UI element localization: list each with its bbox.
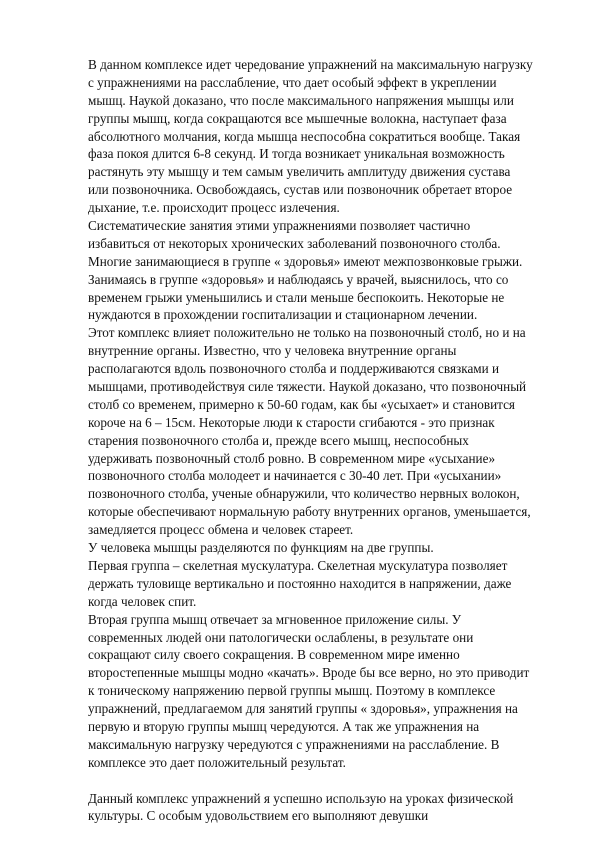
text-line: временем грыжи уменьшились и стали меньше беспокоить. Некоторые не [88,289,505,305]
text-line: У человека мышцы разделяются по функциям на две группы. [88,540,434,556]
text-line: группы мышц, когда сокращаются все мышечные волокна, наступает фаза [88,110,507,126]
text-line: второстепенные мышцы модно «качать». Вроде бы все верно, но это приводит [88,665,530,681]
text-line: комплексе это дает положительный результат. [88,754,346,770]
text-line: современных людей они патологически ослаблены, в результате они [88,629,474,645]
text-line: упражнений, предлагаемом для занятий группы « здоровья», упражнения на [88,701,518,717]
text-line: позвоночного столба молодеет и начинается с 30-40 лет. При «усыхании» [88,468,502,484]
text-line: короче на 6 – 15см. Некоторые люди к старости сгибаются - это признак [88,414,495,430]
text-line: замедляется процесс обмена и человек стареет. [88,522,354,538]
text-line: столб со временем, примерно к 50-60 годам, как бы «усыхает» и становится [88,396,516,412]
text-line: располагаются вдоль позвоночного столба и поддерживаются связками и [88,361,500,377]
text-line: держать туловище вертикально и постоянно находится в напряжении, даже [88,575,512,591]
text-line: внутренние органы. Известно, что у человека внутренние органы [88,343,457,359]
text-line: Вторая группа мышц отвечает за мгновенное приложение силы. У [88,611,462,627]
text-line: старения позвоночного столба и, прежде всего мышц, неспособных [88,432,469,448]
text-line: нуждаются в прохождении госпитализации и стационарном лечении. [88,307,478,323]
text-line: удерживать позвоночный столб ровно. В современном мире «усыхание» [88,450,496,466]
text-line: растянуть эту мышцу и тем самым увеличить амплитуду движения сустава [88,164,511,180]
document-body [88,56,558,825]
text-line: Систематические занятия этими упражнениями позволяет частично [88,218,471,234]
text-line: Многие занимающиеся в группе « здоровья» имеют межпозвонковые грыжи. [88,253,523,269]
text-line: которые обеспечивают нормальную работу внутренних органов, уменьшается, [88,504,531,520]
text-line: к тоническому напряжению первой группы мышц. Поэтому в комплексе [88,683,496,699]
text-line: культуры. С особым удовольствием его выполняют девушки [88,808,429,824]
text-line: или позвоночника. Освобождаясь, сустав или позвоночник обретает второе [88,182,513,198]
text-line: мышц. Наукой доказано, что после максимального напряжения мышцы или [88,92,514,108]
text-line: Первая группа – скелетная мускулатура. Скелетная мускулатура позволяет [88,557,508,573]
text-line: с упражнениями на расслабление, что дает особый эффект в укреплении [88,74,497,90]
text-line: сокращают силу своего сокращения. В современном мире именно [88,647,460,663]
text-line: Данный комплекс упражнений я успешно использую на уроках физической [88,790,514,806]
blank-line [88,772,558,790]
text-line: первую и вторую группы мышц чередуются. А так же упражнения на [88,718,480,734]
text-line: избавиться от некоторых хронических заболеваний позвоночного столба. [88,235,501,251]
text-line: позвоночного столба, ученые обнаружили, что количество нервных волокон, [88,486,520,502]
text-line: Занимаясь в группе «здоровья» и наблюдаясь у врачей, выяснилось, что со [88,271,509,287]
text-line: дыхание, т.е. происходит процесс излечения. [88,200,340,216]
text-line: когда человек спит. [88,593,197,609]
text-line: В данном комплексе идет чередование упражнений на максимальную нагрузку [88,57,533,72]
text-line: абсолютного молчания, когда мышца неспособна сократиться вообще. Такая [88,128,521,144]
text-line: максимальную нагрузку чередуются с упражнениями на расслабление. В [88,736,500,752]
text-line: мышцами, противодействуя силе тяжести. Наукой доказано, что позвоночный [88,379,527,395]
text-line: Этот комплекс влияет положительно не только на позвоночный столб, но и на [88,325,526,341]
text-line: фаза покоя длится 6-8 секунд. И тогда возникает уникальная возможность [88,146,505,162]
